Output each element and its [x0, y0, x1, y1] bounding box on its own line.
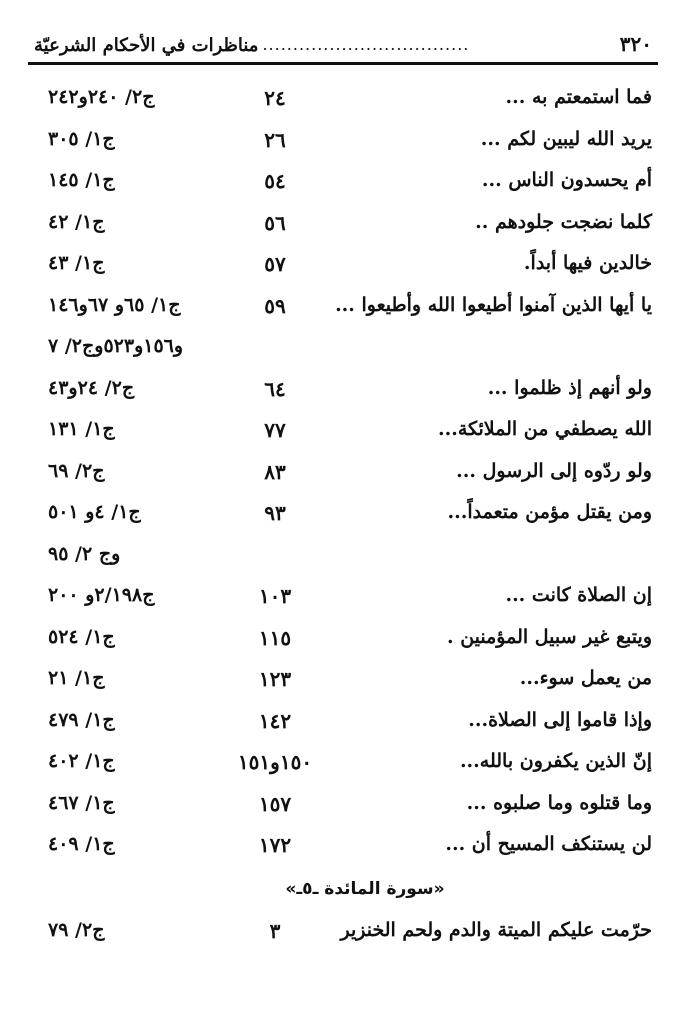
- verse-number: ٥٦: [264, 210, 286, 235]
- verse-text: وإذا قاموا إلى الصلاة...: [468, 708, 652, 731]
- verse-number: ٢٤: [264, 86, 286, 110]
- verse-number: ١٧٢: [258, 833, 292, 857]
- verse-text: خالدين فيها أبداً.: [523, 252, 652, 274]
- index-row: [0, 618, 700, 660]
- index-row: [0, 493, 700, 535]
- page-header: [34, 26, 652, 56]
- verse-number: ٣: [269, 918, 281, 943]
- verse-text: الله يصطفي من الملائكة...: [437, 418, 652, 440]
- volume-page-reference: ج١/ ٢١: [48, 667, 105, 689]
- verse-text: كلما نضجت جلودهم ..: [475, 210, 652, 233]
- index-row: [0, 161, 700, 203]
- surah-heading: «سورة المائدة ـ٥ـ»: [285, 878, 445, 899]
- index-row: [0, 452, 700, 494]
- verse-text: إن الصلاة كانت ...: [505, 584, 652, 606]
- verse-text: ويتبع غير سبيل المؤمنين .: [446, 625, 652, 648]
- verse-text: وما قتلوه وما صلبوه ...: [466, 791, 652, 814]
- verse-number: ١٠٣: [258, 584, 292, 608]
- volume-page-reference: ج٢/ ٢٤٠و٢٤٢: [48, 86, 155, 108]
- verse-text: حرّمت عليكم الميتة والدم ولحم الخنزير: [340, 918, 652, 941]
- verse-number: ١١٥: [258, 625, 292, 650]
- running-title: مناظرات في الأحكام الشرعيّة: [34, 35, 259, 56]
- verse-number: ٨٣: [264, 459, 286, 484]
- index-row: [0, 825, 700, 867]
- verse-number: ١٤٢: [258, 708, 292, 733]
- volume-page-reference: ج١/ ٤٠٢: [48, 750, 115, 772]
- header-rule: [28, 62, 658, 65]
- volume-page-reference: ج٢/ ٢٤و٤٣: [48, 376, 135, 399]
- verse-number: ٦٤: [264, 376, 286, 401]
- index-entries: [0, 78, 700, 952]
- volume-page-reference: ج٢/١٩٨و ٢٠٠: [48, 584, 155, 606]
- verse-number: ١٢٣: [258, 667, 292, 691]
- verse-text: من يعمل سوء...: [519, 667, 652, 689]
- verse-text: أم يحسدون الناس ...: [481, 169, 652, 191]
- verse-text: لن يستنكف المسيح أن ...: [445, 833, 652, 855]
- volume-page-reference: ج١/ ٤٢: [48, 210, 105, 233]
- verse-number: ٥٧: [264, 252, 286, 276]
- verse-number: ٥٩: [264, 293, 286, 318]
- index-row: [0, 120, 700, 162]
- index-row: [0, 701, 700, 743]
- volume-page-reference: ج١/ ١٣١: [48, 418, 115, 440]
- index-row: [0, 784, 700, 826]
- nisa-entries-list: [0, 78, 700, 867]
- volume-page-reference: ج١/ ٥٢٤: [48, 625, 115, 648]
- index-row-continuation: [0, 327, 700, 369]
- index-row: [0, 203, 700, 245]
- index-row: [0, 410, 700, 452]
- verse-text: إنّ الذين يكفرون بالله...: [459, 750, 652, 772]
- volume-page-reference: ج١/ ٤٧٩: [48, 708, 115, 731]
- verse-text: ومن يقتل مؤمن متعمداً...: [447, 501, 652, 523]
- index-row: [0, 244, 700, 286]
- verse-text: ولو أنهم إذ ظلموا ...: [487, 376, 652, 399]
- header-leader-dots: ..................................: [262, 35, 470, 54]
- verse-text: فما استمعتم به ...: [505, 86, 652, 108]
- verse-number: ١٥٠و١٥١: [237, 750, 313, 774]
- index-row: [0, 742, 700, 784]
- volume-page-reference: ج١/ ٦٥و ٦٧و١٤٦: [48, 293, 181, 316]
- verse-number: ١٥٧: [258, 791, 292, 816]
- index-row: [0, 78, 700, 120]
- index-row: [0, 659, 700, 701]
- verse-number: ٧٧: [264, 418, 286, 442]
- index-row-continuation: [0, 535, 700, 577]
- index-row: [0, 286, 700, 328]
- volume-page-reference: ج١/ ٤و ٥٠١: [48, 501, 141, 523]
- volume-page-reference: ج١/ ٣٠٥: [48, 127, 115, 150]
- verse-number: ٢٦: [264, 127, 286, 152]
- volume-page-reference: و١٥٦و٥٢٣وج٢/ ٧: [48, 335, 184, 357]
- volume-page-reference: ج٢/ ٦٩: [48, 459, 105, 482]
- maida-entries-list: [0, 911, 700, 953]
- volume-page-reference: ج١/ ٤٠٩: [48, 833, 115, 855]
- verse-number: ٩٣: [264, 501, 286, 525]
- verse-text: ولو ردّوه إلى الرسول ...: [456, 459, 652, 482]
- verse-number: ٥٤: [264, 169, 286, 193]
- volume-page-reference: ج٢/ ٧٩: [48, 918, 105, 941]
- index-row: [0, 576, 700, 618]
- volume-page-reference: ج١/ ٤٣: [48, 252, 105, 274]
- verse-text: يا أيها الذين آمنوا أطيعوا الله وأطيعوا ...: [335, 293, 652, 316]
- index-row: [0, 911, 700, 953]
- page-number: ٣٢٠: [619, 32, 652, 56]
- volume-page-reference: ج١/ ١٤٥: [48, 169, 115, 191]
- volume-page-reference: ج١/ ٤٦٧: [48, 791, 115, 814]
- volume-page-reference: وج ٢/ ٩٥: [48, 542, 121, 565]
- verse-text: يريد الله ليبين لكم ...: [480, 127, 652, 150]
- index-row: [0, 369, 700, 411]
